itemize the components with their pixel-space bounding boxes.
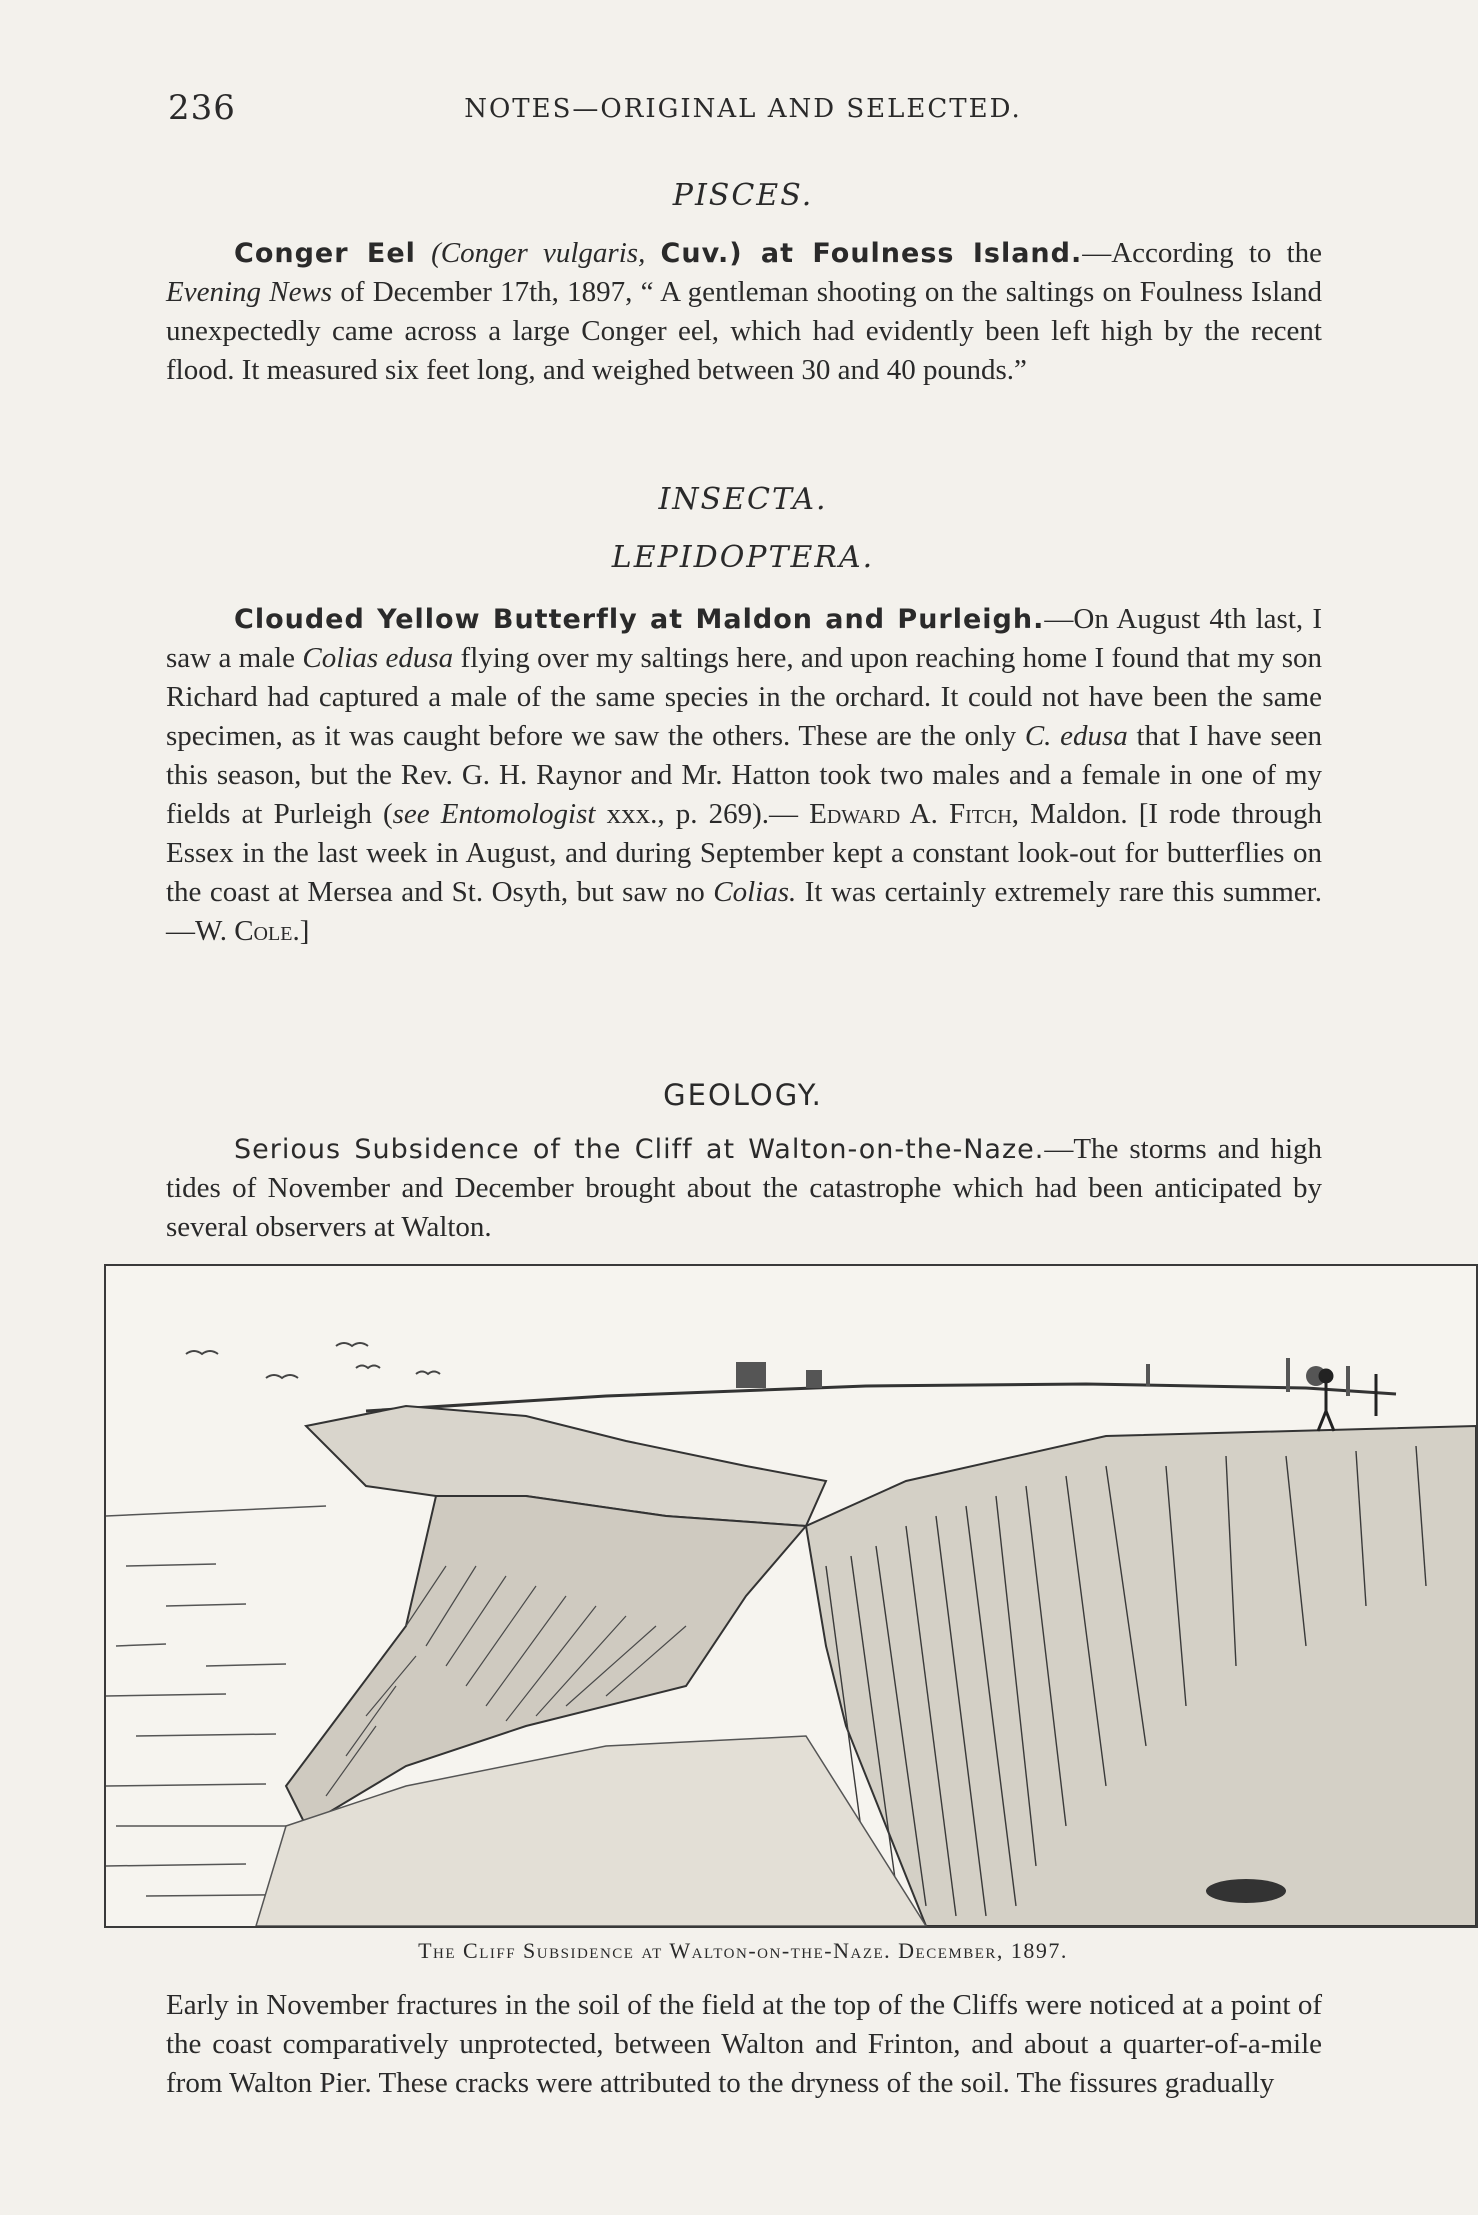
lepidoptera-paragraph — [166, 600, 1322, 951]
section-subheading-lepidoptera: LEPIDOPTERA. — [611, 540, 875, 575]
text-run: that I have seen this season, but the Rev. G. H. Raynor and Mr. Hatton took two males and a female in one of my fields at Purleigh ( — [166, 720, 1323, 830]
text-run: —On August 4th last, I saw a male — [166, 603, 1322, 674]
text-run: .] — [292, 915, 310, 947]
text-run: , Maldon. [I rode through Essex in the last week in August, and during September kept a constant look-out for butterflies on the coast at Mersea and St. Osyth, but saw no — [166, 798, 1322, 908]
pisces-lead: Conger Eel — [234, 238, 416, 269]
text-run: flying over my saltings here, and upon reaching home I found that my son Richard had captured a male of the same species in the orchard. It could not have been the same specimen, as it was caught before we saw the others. These are the only — [166, 642, 1323, 752]
pisces-newspaper: Evening News — [166, 276, 333, 308]
pisces-text1: —According to the — [1082, 237, 1323, 269]
author-name: Edward A. Fitch — [809, 798, 1012, 830]
text-run: xxx., p. 269).— — [606, 798, 798, 830]
text-run: —The storms and high tides of November and December brought about the catastrophe which had been anticipated by several observers at Walton. — [166, 1133, 1323, 1243]
running-title: NOTES—ORIGINAL AND SELECTED. — [464, 94, 1022, 124]
text-run: It was certainly extremely rare this summer.—W. — [166, 876, 1322, 947]
author-name: Cole — [234, 915, 293, 947]
lepidoptera-lead: Clouded Yellow Butterfly at Maldon and Purleigh. — [234, 604, 1045, 635]
pisces-species: (Conger vulgaris, — [431, 237, 646, 269]
species-name: Colias. — [713, 876, 797, 908]
page-number: 236 — [168, 88, 236, 128]
continuation-paragraph: Early in November fractures in the soil of the field at the top of the Cliffs were noticed at a point of the coast comparatively unprotected, between Walton and Frinton, and about a quarter-of-a-mile from Walton Pier. These cracks were attributed to the dryness of the soil. The fissures gradually — [166, 1989, 1322, 2099]
section-heading-insecta: INSECTA. — [658, 482, 828, 517]
cliff-engraving — [106, 1266, 1476, 1926]
pisces-text2: of December 17th, 1897, “ A gentleman shooting on the saltings on Foulness Island unexpectedly came across a large Conger eel, which had evidently been left high by the recent flood. It measured six feet long, and weighed between 30 and 40 pounds.” — [166, 276, 1323, 386]
figure-caption: The Cliff Subsidence at Walton-on-the-Naze. December, 1897. — [418, 1938, 1068, 1963]
section-heading-pisces: PISCES. — [672, 178, 814, 213]
pisces-authority: Cuv.) at Foulness Island. — [660, 238, 1083, 269]
geology-paragraph — [166, 1130, 1322, 1247]
cliff-illustration — [104, 1264, 1478, 1928]
species-name: C. edusa — [1024, 720, 1128, 752]
journal-reference: see Entomologist — [392, 798, 596, 830]
geology-lead: Serious Subsidence of the Cliff at Walton-on-the-Naze. — [234, 1134, 1045, 1165]
species-name: Colias edusa — [302, 642, 454, 674]
page-header — [168, 88, 1318, 138]
pisces-paragraph — [166, 234, 1322, 390]
section-heading-geology: GEOLOGY. — [663, 1078, 823, 1112]
